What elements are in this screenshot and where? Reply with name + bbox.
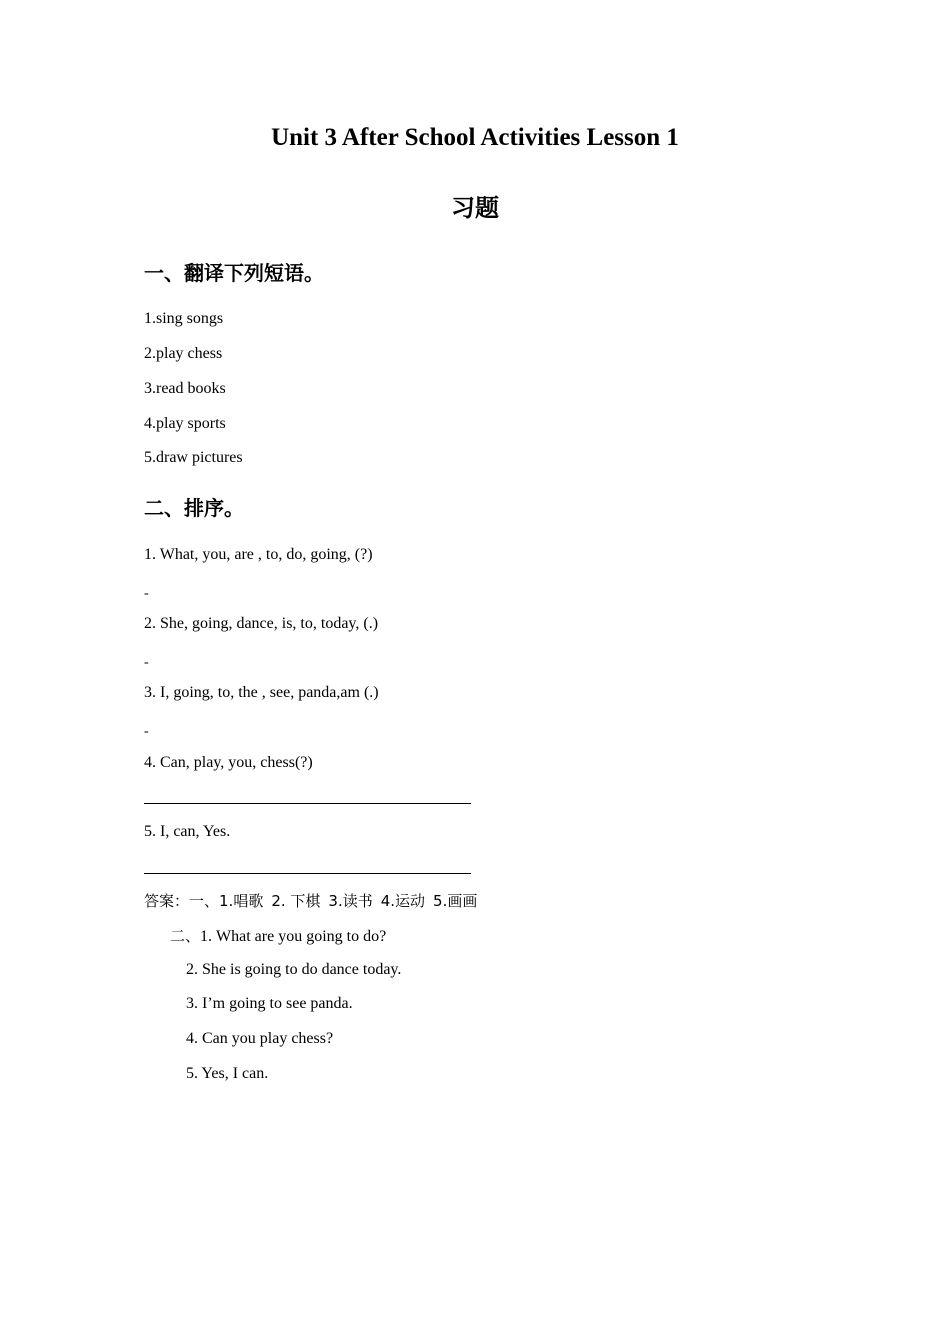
section2-item: 3. I, going, to, the , see, panda,am (.)	[144, 684, 379, 701]
document-subtitle: 习题	[451, 194, 499, 222]
section1-item: 5.draw pictures	[144, 449, 243, 466]
section1-heading: 一、翻译下列短语。	[144, 261, 324, 285]
section2-item: 4. Can, play, you, chess(?)	[144, 754, 313, 771]
section2-heading: 二、排序。	[144, 496, 244, 520]
document-title: Unit 3 After School Activities Lesson 1	[271, 124, 679, 151]
section1-item: 4.play sports	[144, 415, 226, 432]
answer-item: 5.画画	[433, 892, 478, 910]
answer-item: 1.唱歌	[219, 892, 264, 910]
answer-blank-line	[144, 803, 471, 804]
section2-item: 5. I, can, Yes.	[144, 823, 231, 840]
answers-label: 答案：一、	[144, 892, 220, 910]
answer-item: 2. 下棋	[271, 892, 321, 910]
section1-item: 1.sing songs	[144, 310, 224, 327]
answer-blank-line	[144, 873, 471, 874]
answers-part1	[144, 890, 477, 911]
answer-item: 3.读书	[328, 892, 373, 910]
answer-item: 4. Can you play chess?	[186, 1030, 334, 1047]
answers-part2-label: 二、	[170, 927, 201, 945]
answer-item: 4.运动	[380, 892, 426, 910]
answer-item: 3. I’m going to see panda.	[186, 995, 353, 1012]
section1-item: 3.read books	[144, 380, 226, 397]
answer-item: 2. She is going to do dance today.	[186, 961, 402, 978]
answer-blank-dash: -	[144, 724, 149, 739]
answer-blank-dash: -	[144, 586, 149, 601]
section2-item: 2. She, going, dance, is, to, today, (.)	[144, 615, 379, 632]
answer-blank-dash: -	[144, 655, 149, 670]
section2-item: 1. What, you, are , to, do, going, (?)	[144, 546, 373, 563]
answers-part2-first	[170, 925, 386, 946]
answer-item: 5. Yes, I can.	[186, 1065, 269, 1082]
section1-item: 2.play chess	[144, 345, 223, 362]
answer-item: 1. What are you going to do?	[200, 928, 387, 945]
